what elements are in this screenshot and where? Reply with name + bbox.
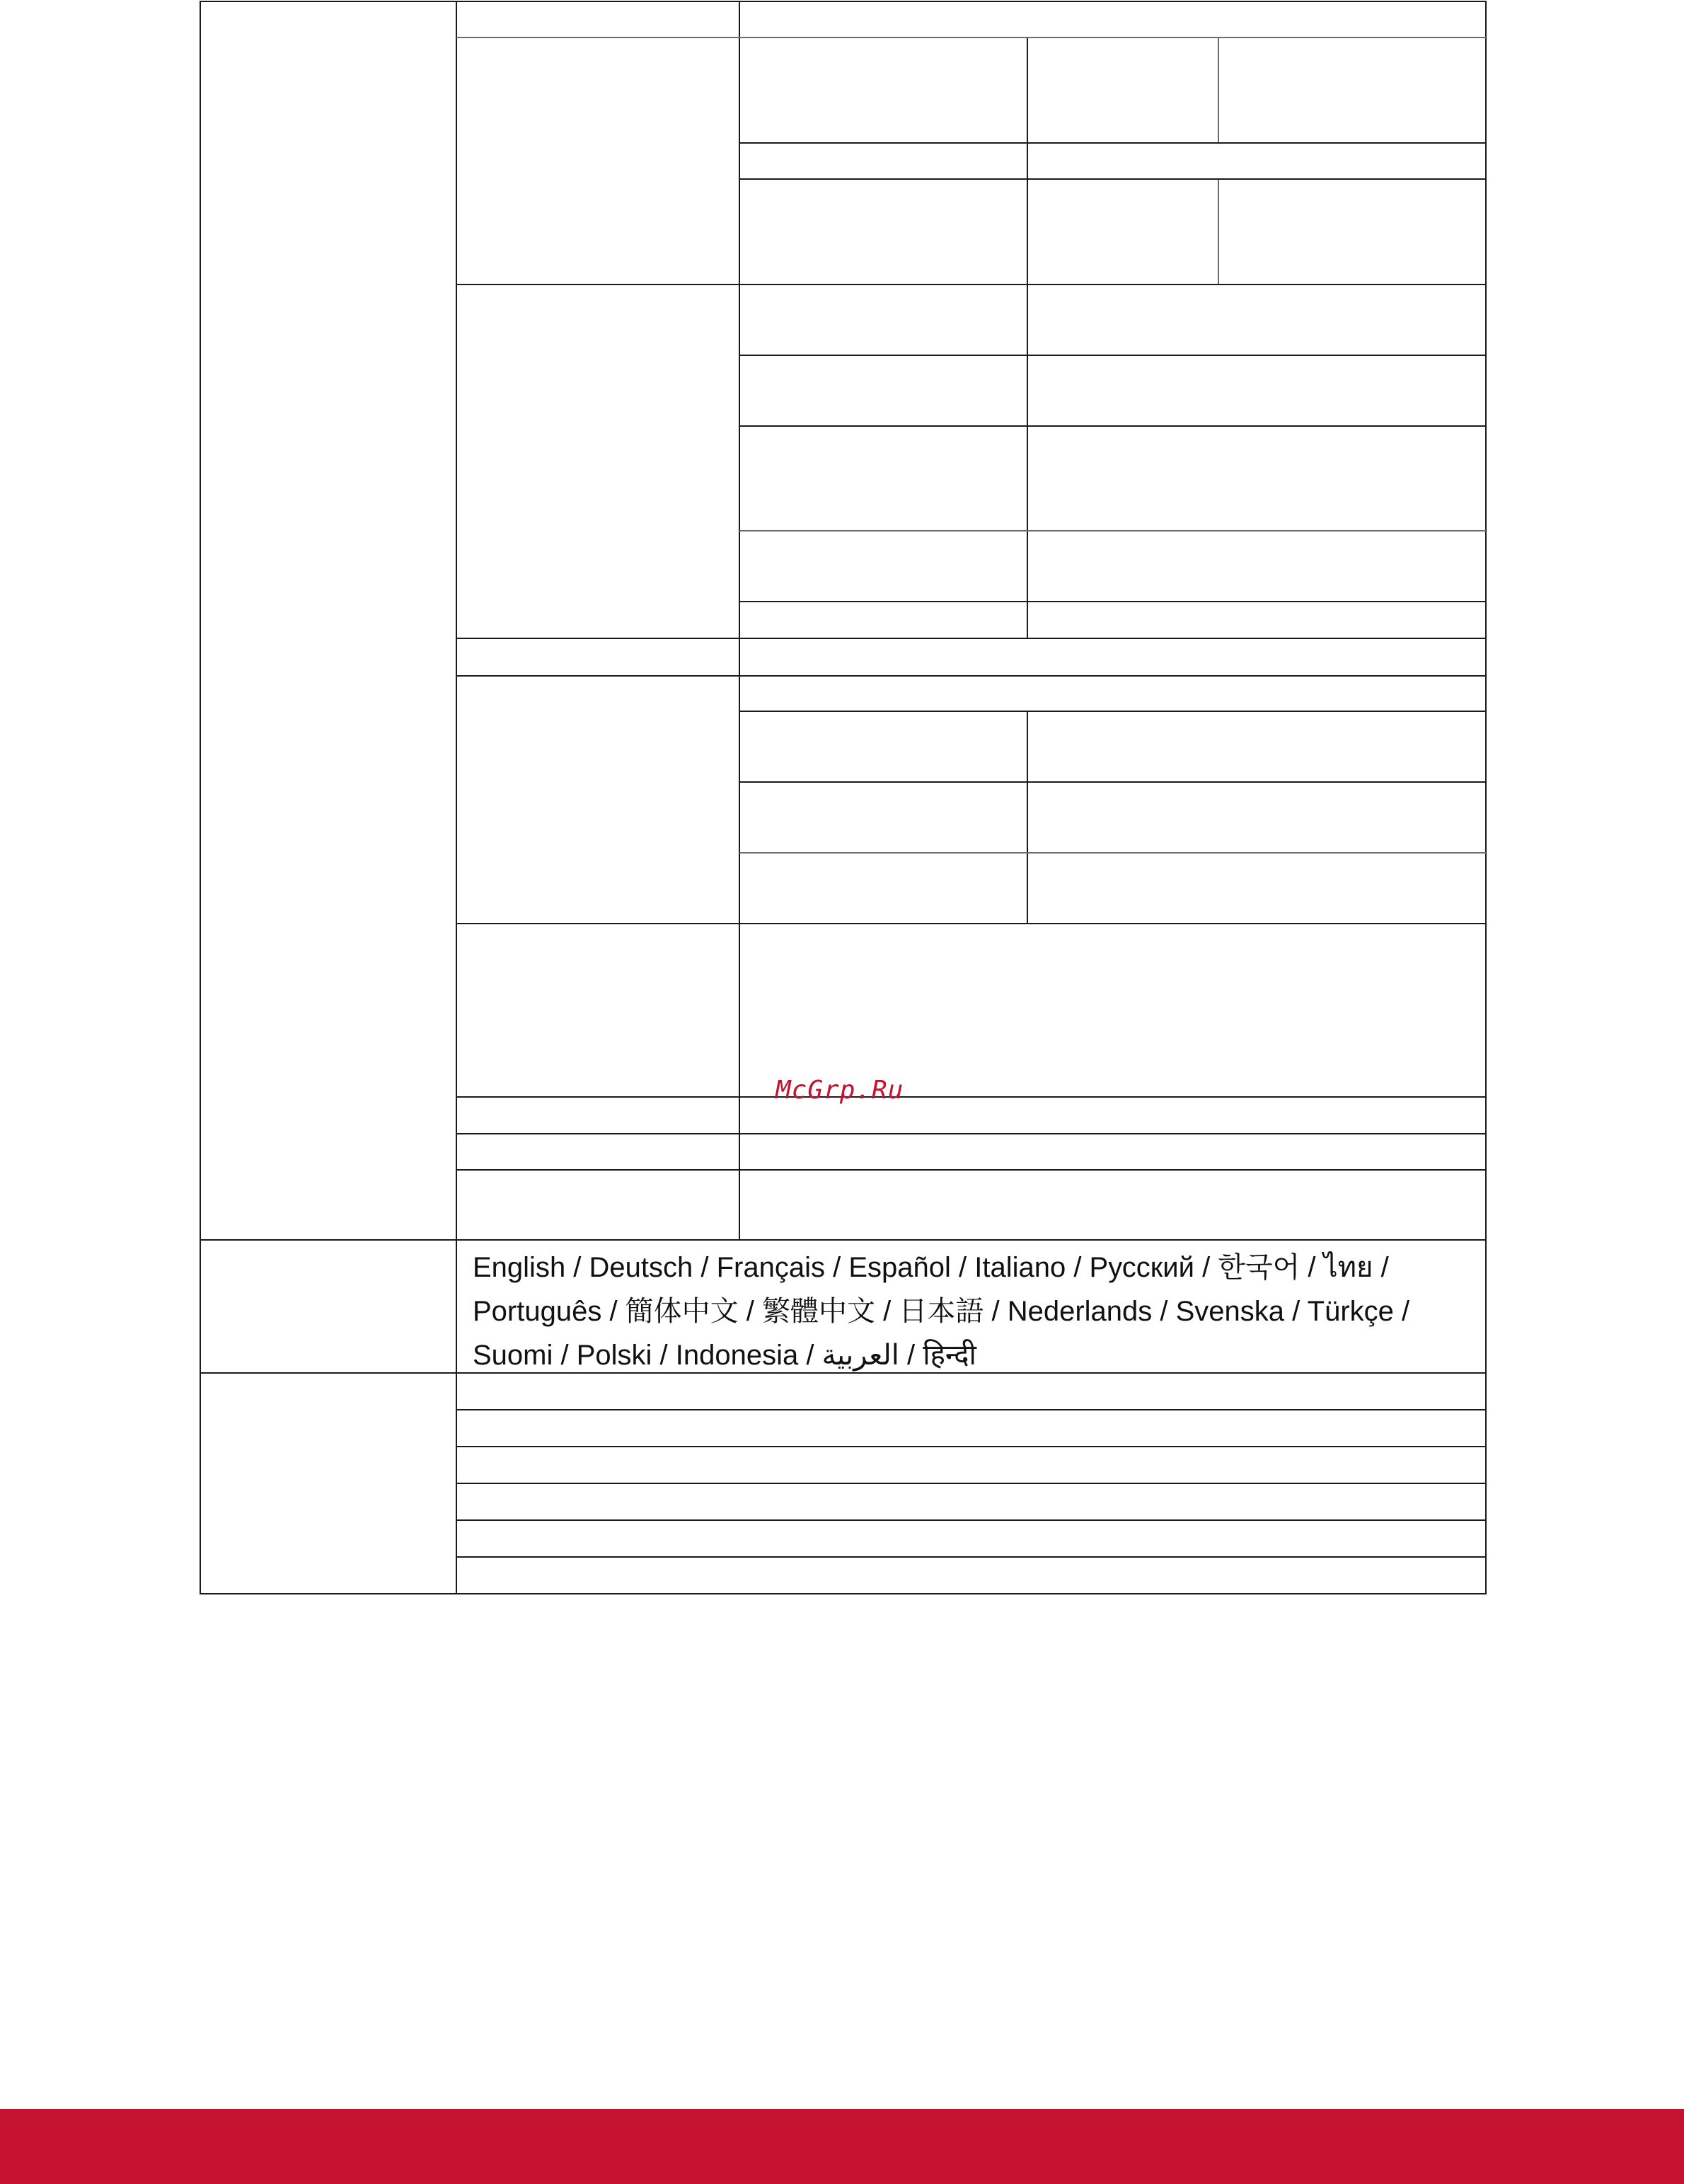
languages-line-1: English / Deutsch / Français / Español / Italiano / Русский / 한국어 / ไทย /: [473, 1252, 1389, 1283]
watermark: McGrp.Ru: [775, 1076, 904, 1105]
languages-line-2: Português / 簡体中文 / 繁體中文 / 日本語 / Nederlands / Svenska / Türkçe /: [473, 1296, 1410, 1327]
footer-band: [0, 2109, 1684, 2184]
languages-cell: [473, 1246, 1477, 1377]
languages-line-3: Suomi / Polski / Indonesia / العربية / हिन्दी: [473, 1340, 976, 1371]
